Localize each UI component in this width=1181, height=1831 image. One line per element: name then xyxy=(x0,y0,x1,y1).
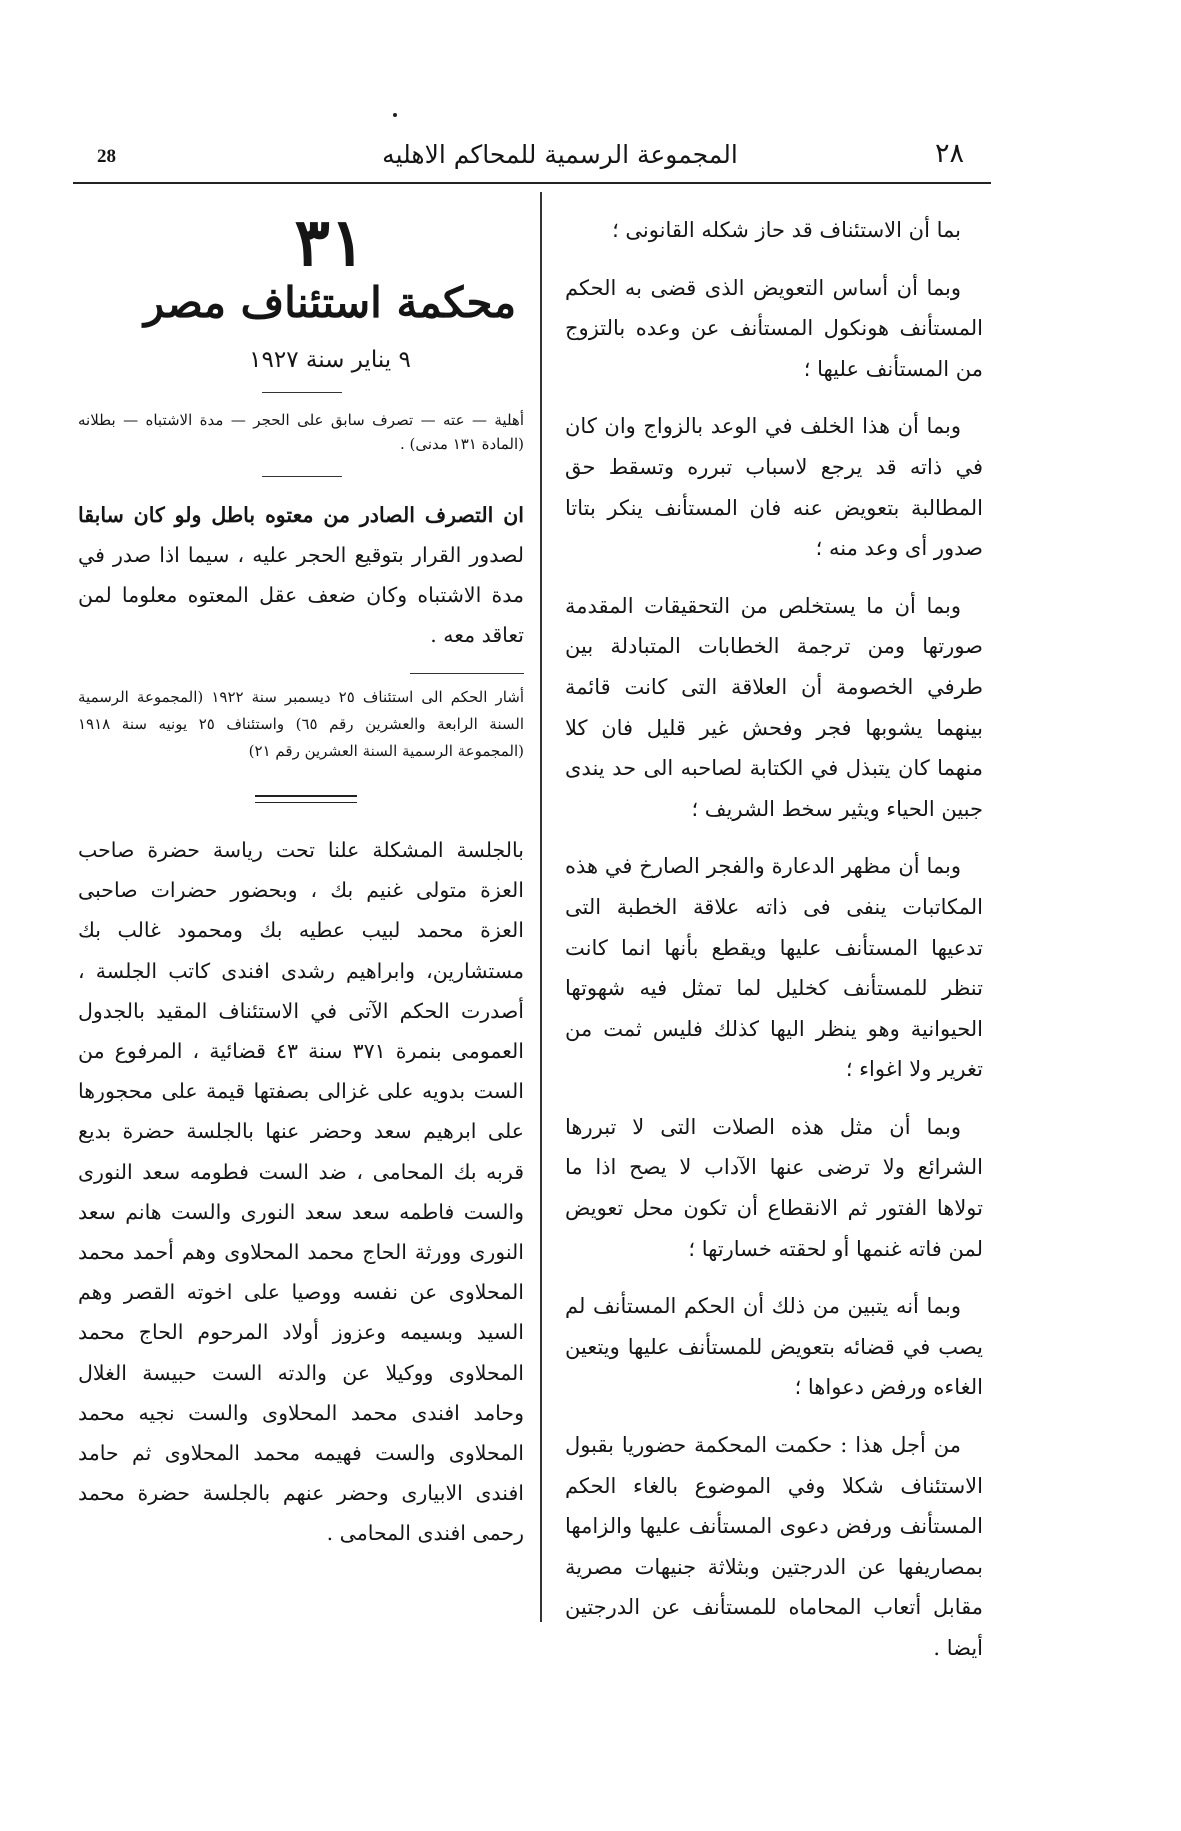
ink-dot xyxy=(393,113,397,117)
paragraph: وبما أن هذا الخلف في الوعد بالزواج وان كان في ذاته قد يرجع لاسباب تبرره وتسقط حق المطالبة بتعويض عنه فان المستأنف ينكر بتاتا صدور أى وعد منه ؛ xyxy=(565,414,983,561)
paragraph: بما أن الاستئناف قد حاز شكله القانونى ؛ xyxy=(612,218,961,242)
divider xyxy=(262,476,342,477)
session-text xyxy=(78,830,524,1554)
right-column xyxy=(565,210,983,1686)
divider xyxy=(262,392,342,393)
keywords: أهلية — عته — تصرف سابق على الحجر — مدة الاشتباه — بطلانه (المادة ١٣١ مدنى) . xyxy=(78,411,524,453)
paragraph: وبما أنه يتبين من ذلك أن الحكم المستأنف لم يصب في قضائه بتعويض للمستأنف عليها ويتعين الغاءه ورفض دعواها ؛ xyxy=(565,1294,983,1400)
page-number-arabic: ٢٨ xyxy=(935,138,965,169)
reference-note: أشار الحكم الى استئناف ٢٥ ديسمبر سنة ١٩٢٢ (المجموعة الرسمية السنة الرابعة والعشرين رقم ٦٥) واستئناف ٢٥ يونيه سنة ١٩١٨ (المجموعة الرسمية السنة العشرين رقم ٢١) xyxy=(78,688,525,760)
divider xyxy=(410,673,524,674)
column-divider xyxy=(540,192,542,1622)
case-number: ٣١ xyxy=(294,203,366,281)
judgment-date: ٩ يناير سنة ١٩٢٧ xyxy=(249,347,411,373)
paragraph: وبما أن مثل هذه الصلات التى لا تبررها الشرائع ولا ترضى عنها الآداب لا يصح اذا ما تولاها الفتور ثم الانقطاع أن تكون محل تعويض لمن فاته غنمها أو لحقته خسارتها ؛ xyxy=(565,1114,983,1261)
double-rule xyxy=(255,802,357,803)
court-name: محكمة استئناف مصر xyxy=(143,278,517,327)
header-rule xyxy=(73,182,991,184)
principle-bold: ان التصرف الصادر من معتوه باطل ولو كان سابقا xyxy=(78,503,524,527)
running-title: المجموعة الرسمية للمحاكم الاهليه xyxy=(382,140,738,169)
paragraph: وبما أن مظهر الدعارة والفجر الصارخ في هذه المكاتبات ينفى فى ذاته علاقة الخطبة التى تدعيها المستأنف عليها ويقطع بأنها انما كانت تنظر للمستأنف كخليل لما تمثل فيه شهوتها الحيوانية وهو ينظر اليها كذلك فليس ثمت من تغرير ولا اغواء ؛ xyxy=(565,854,983,1082)
paragraph: من أجل هذا : حكمت المحكمة حضوريا بقبول الاستئناف شكلا وفي الموضوع بالغاء الحكم المستأنف ورفض دعوى المستأنف عليها والزامها بمصاريفها عن الدرجتين وبثلاثة جنيهات مصرية مقابل أتعاب المحاماه للمستأنف عن الدرجتين أيضا . xyxy=(565,1433,983,1660)
paragraph: بالجلسة المشكلة علنا تحت رياسة حضرة صاحب العزة متولى غنيم بك ، وبحضور حضرات صاحبى العزة محمد لبيب عطيه بك ومحمود غالب بك مستشارين، وابراهيم رشدى افندى كاتب الجلسة ، أصدرت الحكم الآتى في الاستئناف المقيد بالجدول العمومى بنمرة ٣٧١ سنة ٤٣ قضائية ، المرفوع من الست بدويه على غزالى بصفتها قيمة على محجورها على ابرهيم سعد وحضر عنها بالجلسة حضرة بديع قربه بك المحامى ، ضد الست فطومه سعد النورى والست فاطمه سعد سعد النورى والست هانم سعد النورى وورثة الحاج محمد المحلاوى وهم أحمد محمد المحلاوى عن نفسه ووصيا على اخوته القصر وهم السيد وبسيمه وعزوز أولاد المرحوم الحاج محمد المحلاوى ووكيلا عن والدته الست حبيسة الغلال وحامد افندى محمد المحلاوى والست نجيه محمد المحلاوى والست فهيمه محمد المحلاوى ثم حامد افندى الابيارى وحضر عنهم بالجلسة حضرة محمد رحمى افندى المحامى . xyxy=(78,838,525,1546)
paragraph: وبما أن أساس التعويض الذى قضى به الحكم المستأنف هونكول المستأنف عن وعده بالتزوج من المستأنف عليها ؛ xyxy=(565,275,983,381)
legal-principle xyxy=(78,495,524,655)
paragraph: وبما أن ما يستخلص من التحقيقات المقدمة صورتها ومن ترجمة الخطابات المتبادلة بين طرفي الخصومة أن العلاقة التى كانت قائمة بينهما يشوبها فجر وفحش غير قليل فان كلا منهما كان يتبذل في الكتابة لصاحبه الى حد يندى جبين الحياء ويثير سخط الشريف ؛ xyxy=(565,593,983,821)
principle-text: لصدور القرار بتوقيع الحجر عليه ، سيما اذا صدر في مدة الاشتباه وكان ضعف عقل المعتوه معلوما لمن تعاقد معه . xyxy=(78,543,524,647)
page-number-latin: 28 xyxy=(97,146,116,167)
double-rule xyxy=(255,795,357,797)
